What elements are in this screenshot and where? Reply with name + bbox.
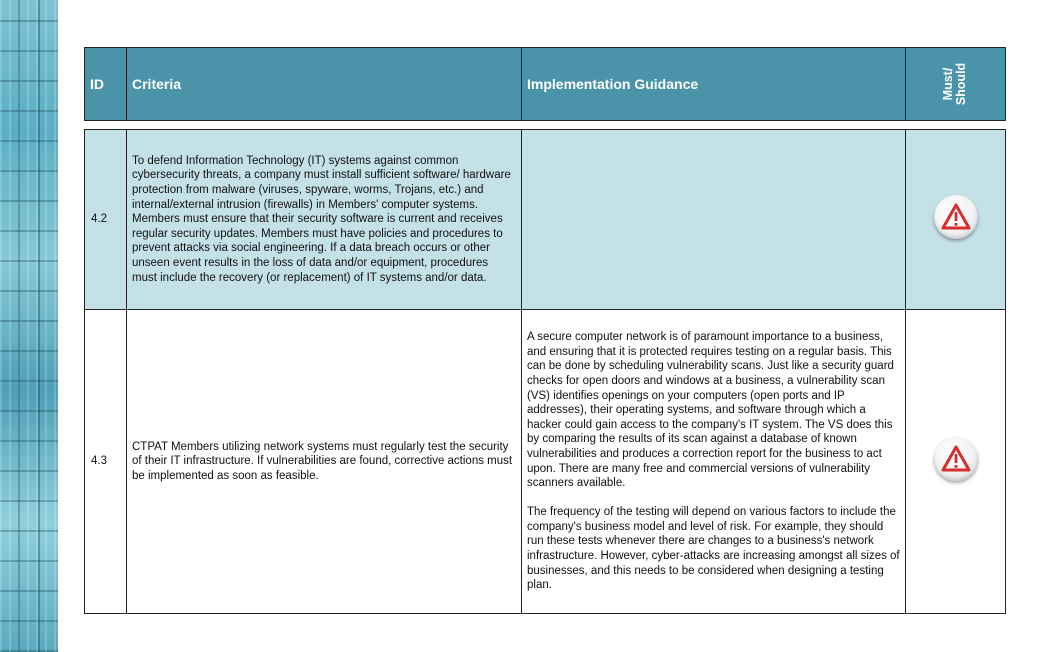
table-header-row	[85, 48, 1006, 121]
header-criteria: Criteria	[127, 48, 522, 121]
warning-triangle-icon	[934, 437, 978, 481]
table-spacer	[85, 121, 1006, 130]
header-id: ID	[85, 48, 127, 121]
row-id: 4.2	[85, 130, 127, 310]
row-criteria: To defend Information Technology (IT) systems against common cybersecurity threats, a company must install sufficient software/ hardware protection from malware (viruses, spyware, worms, Trojans, etc.) and internal/external intrusion (firewalls) in Members' computer systems. Members must ensure that their security software is current and receives regular security updates. Members must have policies and procedures to prevent attacks via social engineering. If a data breach occurs or other unseen event results in the loss of data and/or equipment, procedures must include the recovery (or replacement) of IT systems and/or data.	[127, 130, 522, 310]
row-must-should	[906, 310, 1006, 614]
table-row	[85, 130, 1006, 310]
row-id: 4.3	[85, 310, 127, 614]
guidance-paragraph: The frequency of the testing will depend on various factors to include the company's business model and level of risk. For example, they should run these tests whenever there are changes to a business's network infrastructure. However, cyber-attacks are increasing amongst all sizes of businesses, and this needs to be considered when designing a testing plan.	[527, 506, 900, 592]
criteria-table	[84, 47, 1006, 614]
row-criteria: CTPAT Members utilizing network systems must regularly test the security of their IT infrastructure. If vulnerabilities are found, corrective actions must be implemented as soon as feasible.	[127, 310, 522, 614]
header-must-should-label: Must/ Should	[941, 62, 969, 106]
row-guidance	[522, 310, 906, 614]
row-guidance	[522, 130, 906, 310]
decorative-side-strip	[0, 0, 58, 652]
table-row	[85, 310, 1006, 614]
header-guidance: Implementation Guidance	[522, 48, 906, 121]
guidance-paragraph: A secure computer network is of paramount importance to a business, and ensuring that it is protected requires testing on a regular basis. This can be done by scheduling vulnerability scans. Just like a security guard checks for open doors and windows at a business, a vulnerability scan (VS) identifies openings on your computers (open ports and IP addresses), their operating systems, and software through which a hacker could gain access to the company's IT system. The VS does this by comparing the results of its scan against a database of known vulnerabilities and produces a correction report for the business to act upon. There are many free and commercial versions of vulnerability scanners available.	[527, 331, 894, 490]
header-must-should	[906, 48, 1006, 121]
warning-triangle-icon	[934, 195, 978, 239]
row-must-should	[906, 130, 1006, 310]
